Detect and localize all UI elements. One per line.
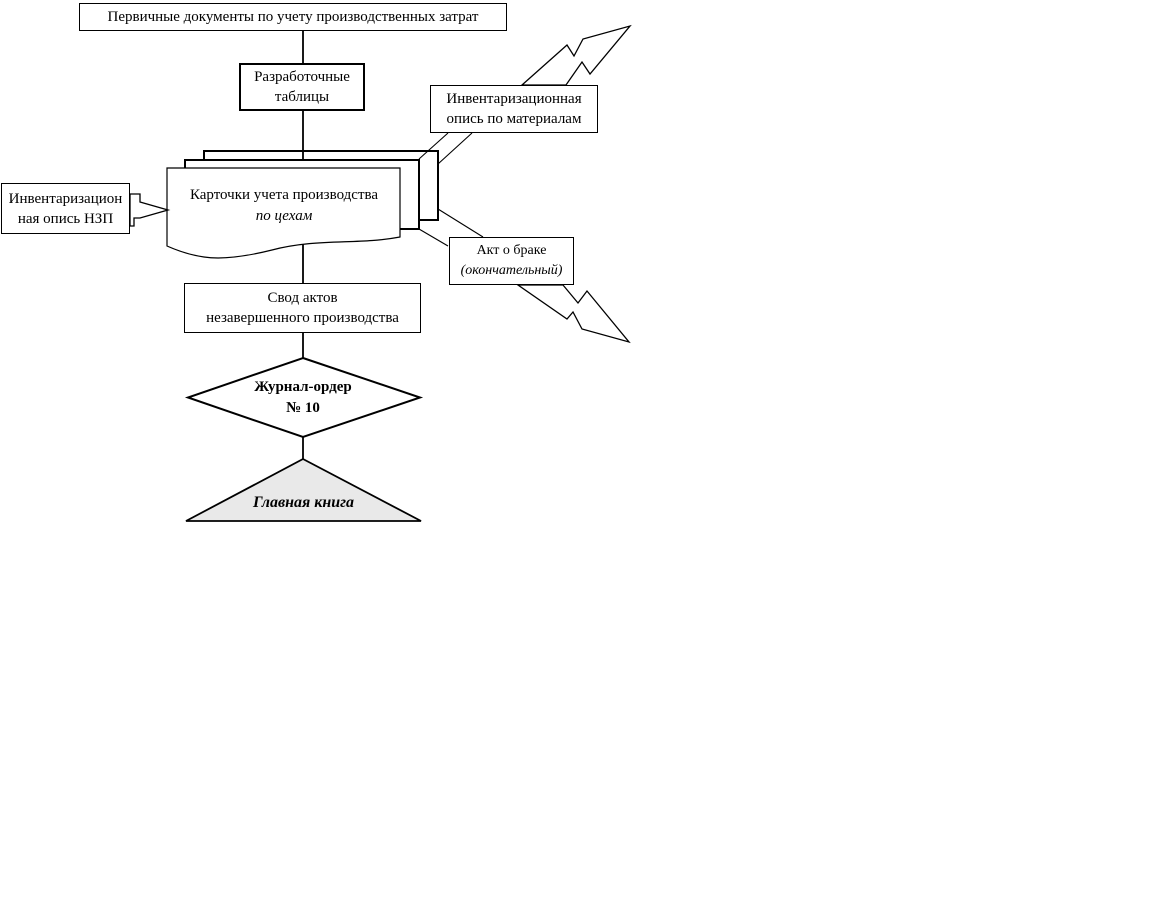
node-inventory-nzp bbox=[1, 183, 130, 234]
node-defect-act bbox=[449, 237, 574, 285]
node-acts-summary-line2: незавершенного производства bbox=[206, 310, 399, 326]
node-inventory-materials-line2: опись по материалам bbox=[446, 111, 582, 127]
arrow-up-right-icon bbox=[522, 26, 630, 85]
arrow-shaft-line-down-1 bbox=[419, 229, 448, 246]
node-journal-order-line1: Журнал-ордер bbox=[254, 379, 352, 395]
node-journal-order-label bbox=[203, 376, 403, 420]
node-primary-documents-label: Первичные документы по учету производственных затрат bbox=[107, 9, 479, 25]
node-acts-summary bbox=[184, 283, 421, 333]
node-development-tables bbox=[239, 63, 365, 111]
node-development-tables-line2: таблицы bbox=[274, 89, 330, 105]
node-defect-act-line2: (окончательный) bbox=[460, 263, 563, 278]
node-production-cards-line2: по цехам bbox=[255, 208, 313, 224]
node-production-cards-label bbox=[170, 183, 398, 229]
node-acts-summary-line1: Свод актов bbox=[267, 290, 338, 306]
node-development-tables-line1: Разработочные bbox=[254, 69, 350, 85]
nzp-pointer-arrow-icon bbox=[130, 194, 168, 226]
node-inventory-materials bbox=[430, 85, 598, 133]
node-inventory-nzp-line1: Инвентаризацион bbox=[8, 190, 123, 207]
node-general-ledger-label bbox=[186, 489, 421, 517]
node-defect-act-line1: Акт о браке bbox=[476, 243, 547, 258]
node-primary-documents bbox=[79, 3, 507, 31]
node-inventory-materials-line1: Инвентаризационная bbox=[446, 91, 582, 107]
node-production-cards-line1: Карточки учета производства bbox=[189, 187, 379, 203]
arrow-down-right-icon bbox=[518, 285, 629, 342]
node-journal-order-line2: № 10 bbox=[286, 400, 320, 416]
arrow-shaft-line-down-2 bbox=[438, 209, 483, 237]
node-general-ledger-text: Главная книга bbox=[252, 494, 355, 511]
node-inventory-nzp-line2: ная опись НЗП bbox=[17, 210, 114, 227]
